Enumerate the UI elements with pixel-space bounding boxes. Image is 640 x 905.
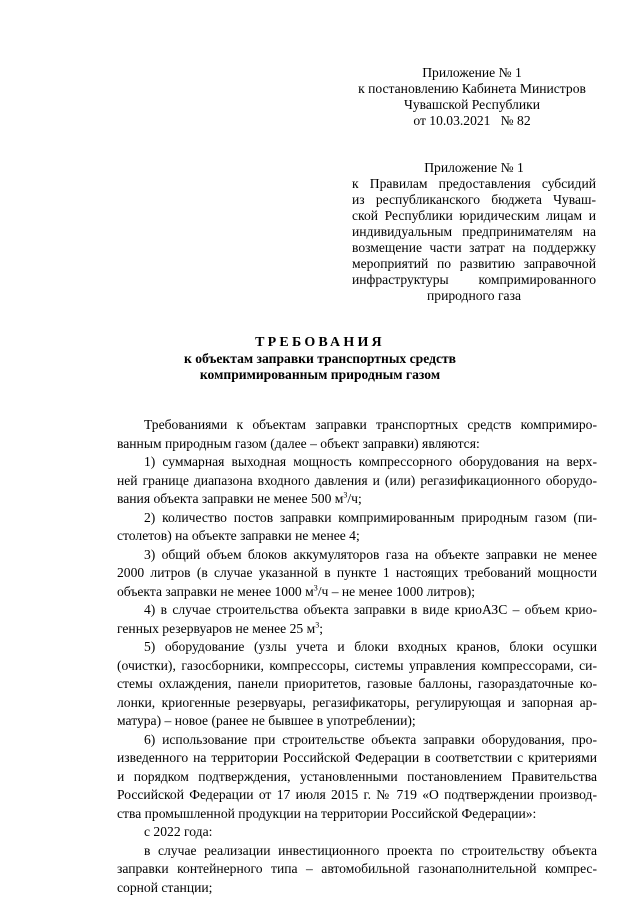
body-line: лонки, криогенные резервуары, регазификаторы, регулирующая и запорная ар- [117,694,597,710]
body-line: и порядком подтверждения, установленными постановлением Правительства [117,768,597,784]
appendix-resolution-ref: к постановлению Кабинета Министров [358,81,586,96]
body-line: 3) общий объем блоков аккумуляторов газа на объекте заправки не менее [144,546,597,562]
body-line: вания объекта заправки не менее 500 $м^3/ч$; [117,490,362,506]
body-line: 1) суммарная выходная мощность компрессорного оборудования на верх- [144,454,597,469]
body-line: Требованиями к объектам заправки транспортных средств компримиро- [144,417,597,432]
body-line: 5) оборудование (узлы учета и блоки входных кранов, блоки осушки [144,639,597,654]
body-line: ства промышленной продукции на территории Российской Федерации»: [117,805,537,821]
body-line: 6) использование при строительстве объекта заправки оборудования, про- [144,731,597,747]
appendix-number: Приложение № 1 [422,65,522,80]
body-line: объекта заправки не менее 1000 $м^3/ч$ – не менее 1000 литров); [117,582,476,599]
body-line: 2) количество постов заправки компримированным природным газом (пи- [144,509,597,525]
appendix-to-resolution [352,65,592,129]
appendix-to-rules [352,160,596,304]
appendix-rules-line: индивидуальным предпринимателям на [352,224,596,239]
body-line: (очистки), газосборники, компрессоры, системы управления компрессорами, си- [117,657,597,673]
document-subtitle: компримированным природным газом [199,367,441,382]
appendix-rules-line: природного газа [427,288,521,303]
body-line: изведенного на территории Российской Федерации в соответствии с критериями [117,750,597,765]
body-line: сорной станции; [117,879,213,895]
body-line: ванным природным газом (далее – объект заправки) являются: [117,435,480,451]
document-heading [60,335,580,383]
body-line: генных резервуаров не менее 25 $м^3$; [117,619,323,636]
appendix-republic: Чувашской Республики [404,97,540,112]
appendix-rules-line: к Правилам предоставления субсидий [352,176,596,191]
body-line: столетов) на объекте заправки не менее 4; [117,528,360,543]
appendix-rules-line: инфраструктуры компримированного [352,272,596,287]
body-line: ней границе диапазона входного давления и (или) регазификационного оборудо- [117,472,597,488]
appendix-rules-number: Приложение № 1 [424,160,524,175]
appendix-rules-line: возмещение части затрат на поддержку [352,240,596,255]
document-body [117,416,597,897]
body-line: Российской Федерации от 17 июля 2015 г. № 719 «О подтверждении производ- [117,787,597,802]
body-line: заправки контейнерного типа – автомобильной газонаполнительной компрес- [117,861,597,876]
appendix-rules-line: из республиканского бюджета Чуваш- [352,192,596,207]
appendix-rules-line: ской Республики юридическим лицам и [352,208,596,223]
body-line: 2000 литров (в случае указанной в пункте 1 настоящих требований мощности [117,565,597,580]
body-line: 4) в случае строительства объекта заправки в виде криоАЗС – объем крио- [144,602,597,617]
body-line: в случае реализации инвестиционного проекта по строительству объекта [144,842,597,858]
document-title: ТРЕБОВАНИЯ [255,335,385,350]
document-subtitle: к объектам заправки транспортных средств [183,351,457,366]
appendix-date-number: от 10.03.2021 № 82 [413,113,531,128]
body-line: матура) – новое (ранее не бывшее в употреблении); [117,713,416,728]
body-line: стемы охлаждения, панели приоритетов, газовые баллоны, газораздаточные ко- [117,676,597,691]
appendix-rules-line: мероприятий по развитию заправочной [352,256,596,271]
body-line: с 2022 года: [144,824,213,839]
